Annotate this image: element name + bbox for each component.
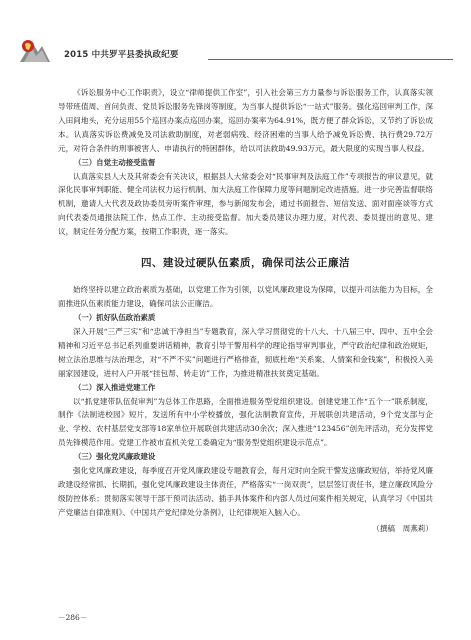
- author-signature: （撰稿 周燕莉）: [372, 523, 433, 533]
- running-title: 2015 中共罗平县委执政纪要: [64, 50, 179, 60]
- subsection-heading: （三）自觉主动接受监督: [74, 157, 156, 167]
- paragraph: 《诉讼服务中心工作职责》，设立“律师提供工作室”，引入社会第三方力量参与诉讼服务工作，认真落实领导带班值周、首问负责、党员诉讼服务先锋岗等制度，为当事人提供诉讼“一站式”服务。强化巡回审判工作，深入田间地头，充分运用55个巡回办案点巡回办案，巡回办案率为64.91%，既方便了群众诉讼，又节约了诉讼成本。认真落实诉讼费减免及司法救助制度，对老弱病残、经济困难的当事人给予减免诉讼费、执行费29.72万元，对符合条件的刑事被害人、申请执行的特困群体，给以司法救助49.93万元，最大限度的实现当事人权益。: [58, 88, 433, 153]
- subsection-heading: （三）强化党风廉政建设: [74, 452, 156, 462]
- party-emblem-icon: [18, 36, 52, 64]
- paragraph: 深入开展“三严三实”和“忠诚干净担当”专题教育，深入学习贯彻党的十八大、十八届三中、四中、五中全会精神和习近平总书记系列重要讲话精神，教育引导干警用科学的理论指导审判事业，严守政治纪律和政治规矩，树立法治思维与法治理念，对“不严不实”问题进行严格排查，彻底杜绝“关系案、人情案和金钱案”，积极投入美丽家园建设，进村入户开展“挂包帮、转走访”工作，为推进精准扶贫奠定基础。: [58, 326, 433, 378]
- page-header: [18, 36, 453, 66]
- page-number: －286－: [58, 613, 88, 622]
- paragraph: 以“抓党建带队伍促审判”为总体工作思路，全面推进服务型党组织建设。创建党建工作“五个一”联系制度，制作《法制进校园》短片，发送所有中小学校播放，强化法制教育宣传，开展联创共建活动，9个党支部与企业、学校、农村基层党支部等18家单位开展联创共建活动30余次；深入推进“123456”创先评活动，充分发挥党员先锋模范作用。党建工作被市直机关党工委确定为“服务型党组织建设示范点”。: [58, 396, 434, 448]
- paragraph: 认真落实县人大及其常委会有关决议，根据县人大常委会对“民事审判及法庭工作”专项报告的审议意见，就深化民事审判职能、健全司法权力运行机制、加大法庭工作保障力度等问题制定改进措施。进一步完善监督联络机制，邀请人大代表及政协委员旁听案件审理，参与新闻发布会，通过书面报告、短信发送、面对面座谈等方式向代表委员通报法院工作、热点工作、主动接受监督。加大委员建议办理力度，对代表、委员提出的意见、建议，制定任务分配方案，按期工作职责，逐一落实。: [58, 171, 433, 237]
- article-body: [58, 86, 433, 536]
- subsection-heading: （一）抓好队伍政治素质: [74, 312, 156, 322]
- section-title: 四、建设过硬队伍素质，确保司法公正廉洁: [141, 257, 350, 270]
- paragraph: 强化党风廉政建设，每季度召开党风廉政建设专题教育会，每月定时向全院干警发送廉政短信，举持党风廉政建设经常抓、长期抓，强化党风廉政建设主体责任，严格落实“一岗双责”，层层签订责任书，建立廉政风险分级防控体系；贯彻落实领导干部干预司法活动、插手具体案件和内部人员过问案件相关规定，认真学习《中国共产党廉洁自律准则》、《中国共产党纪律处分条例》，让纪律规矩入脑入心。: [58, 466, 433, 517]
- header-rule: [208, 59, 453, 60]
- paragraph: 始终坚持以建立政治素质为基础，以党建工作为引领，以党风廉政建设为保障，以提升司法能力为目标，全面推进队伍素质能力建设，确保司法公正廉洁。: [58, 285, 433, 308]
- subsection-heading: （二）深入推进党建工作: [74, 382, 156, 392]
